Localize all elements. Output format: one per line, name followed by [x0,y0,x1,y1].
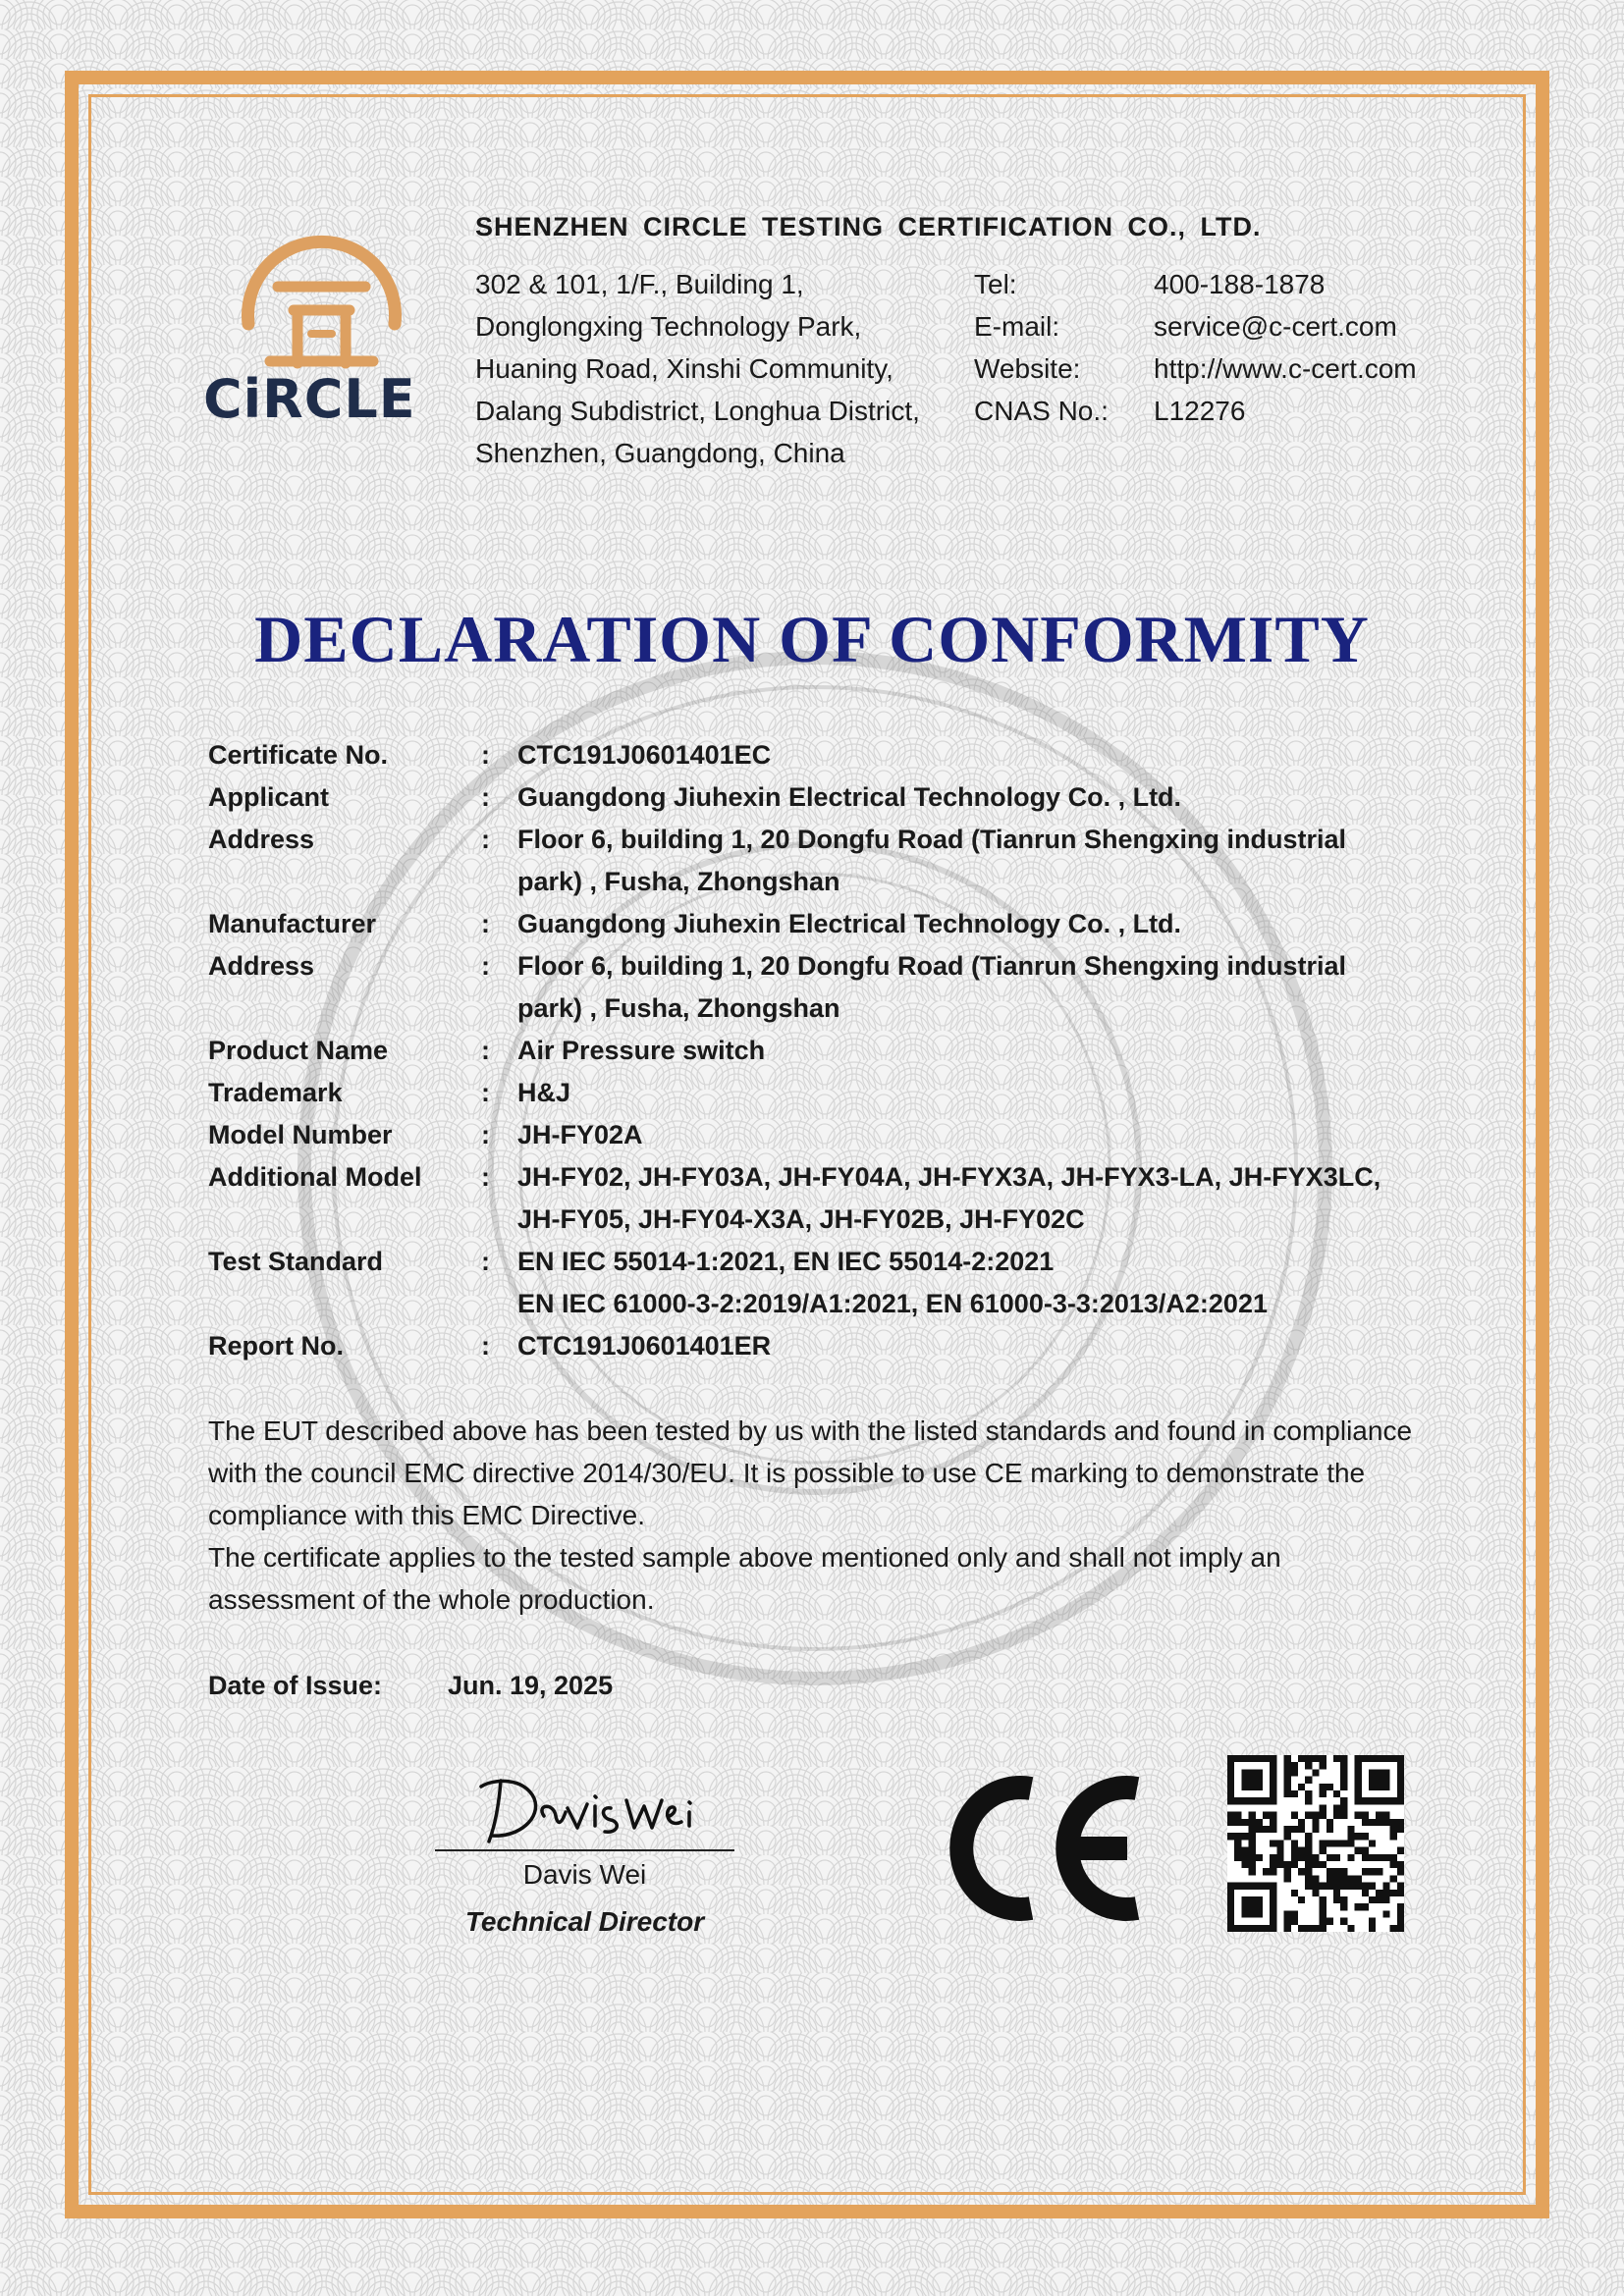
field-colon: : [481,1162,490,1192]
field-label: Applicant [208,782,330,812]
field-row [208,734,1465,776]
field-row [208,1241,1465,1325]
field-value-line: CTC191J0601401EC [517,740,772,770]
field-row [208,1072,1465,1114]
ce-mark-icon [941,1775,1149,1922]
field-label: Model Number [208,1120,393,1149]
field-value [517,1241,1465,1325]
signature-line [435,1849,734,1851]
field-label: Test Standard [208,1247,384,1276]
field-colon: : [481,1331,490,1361]
field-value-line: EN IEC 55014-1:2021, EN IEC 55014-2:2021 [517,1247,1055,1276]
field-value-line: Floor 6, building 1, 20 Dongfu Road (Tianrun Shengxing industrial [517,825,1347,854]
document-title: DECLARATION OF CONFORMITY [254,602,1370,676]
field-label: Report No. [208,1331,344,1361]
field-label: Trademark [208,1078,343,1107]
contact-row-cnas [974,390,1417,432]
address-line: Huaning Road, Xinshi Community, [475,353,893,384]
field-colon: : [481,951,490,981]
contact-value: L12276 [1154,396,1246,426]
address-line: Donglongxing Technology Park, [475,311,862,342]
qr-code-icon [1227,1755,1404,1932]
field-value [517,1030,1465,1072]
statement-line: assessment of the whole production. [208,1584,655,1615]
field-colon: : [481,1247,490,1276]
contact-value: 400-188-1878 [1154,269,1326,299]
field-value-line: CTC191J0601401ER [517,1331,772,1361]
date-of-issue [208,1671,613,1701]
field-value [517,903,1465,945]
field-value-line: JH-FY02, JH-FY03A, JH-FY04A, JH-FYX3A, JH-FYX3-LA, JH-FYX3LC, [517,1162,1381,1192]
field-colon: : [481,825,490,854]
field-value [517,1325,1465,1367]
field-colon: : [481,740,490,770]
issue-date-label: Date of Issue: [208,1671,383,1700]
statement-line: with the council EMC directive 2014/30/EU. It is possible to use CE marking to demonstrate the [208,1458,1366,1488]
statement-line: The certificate applies to the tested sample above mentioned only and shall not imply an [208,1542,1281,1573]
address-line: Shenzhen, Guangdong, China [475,438,845,468]
field-colon: : [481,1078,490,1107]
field-label: Manufacturer [208,909,377,938]
company-contact [974,263,1417,432]
field-colon: : [481,909,490,938]
field-value-line: Guangdong Jiuhexin Electrical Technology Co. , Ltd. [517,909,1182,938]
contact-key: Website: [974,353,1081,384]
contact-key: E-mail: [974,311,1060,342]
field-row [208,945,1465,1030]
field-value-line: Air Pressure switch [517,1036,766,1065]
field-colon: : [481,1120,490,1149]
field-value [517,1156,1465,1241]
field-value [517,734,1465,776]
field-value-line: Floor 6, building 1, 20 Dongfu Road (Tianrun Shengxing industrial [517,951,1347,981]
compliance-statement [208,1410,1475,1621]
company-logo-text: CiRCLE [203,368,416,430]
contact-key: CNAS No.: [974,396,1109,426]
field-value-line: H&J [517,1078,571,1107]
field-value-line: Guangdong Jiuhexin Electrical Technology Co. , Ltd. [517,782,1182,812]
company-name: SHENZHEN CIRCLE TESTING CERTIFICATION CO., LTD. [475,212,1262,241]
company-address [475,263,920,474]
field-value-line: JH-FY05, JH-FY04-X3A, JH-FY02B, JH-FY02C [517,1204,1085,1234]
field-value-line: park) , Fusha, Zhongshan [517,867,840,896]
contact-value: service@c-cert.com [1154,311,1397,342]
contact-row-email [974,305,1417,347]
handwritten-signature [463,1747,709,1855]
field-value [517,819,1465,903]
contact-value: http://www.c-cert.com [1154,353,1417,384]
statement-line: The EUT described above has been tested by us with the listed standards and found in compliance [208,1415,1413,1446]
contact-row-tel [974,263,1417,305]
field-row [208,1114,1465,1156]
field-label: Address [208,951,315,981]
field-value [517,776,1465,819]
field-row [208,903,1465,945]
field-colon: : [481,782,490,812]
field-row [208,1030,1465,1072]
field-row [208,1325,1465,1367]
field-label: Product Name [208,1036,389,1065]
field-row [208,1156,1465,1241]
certificate-fields [208,734,1465,1367]
signer-name: Davis Wei [522,1859,647,1890]
signer-title: Technical Director [464,1906,705,1937]
field-colon: : [481,1036,490,1065]
field-row [208,776,1465,819]
field-value [517,1072,1465,1114]
address-line: Dalang Subdistrict, Longhua District, [475,396,920,426]
statement-line: compliance with this EMC Directive. [208,1500,646,1530]
field-value-line: JH-FY02A [517,1120,643,1149]
field-row [208,819,1465,903]
field-label: Certificate No. [208,740,389,770]
field-value-line: EN IEC 61000-3-2:2019/A1:2021, EN 61000-3-3:2013/A2:2021 [517,1289,1268,1318]
address-line: 302 & 101, 1/F., Building 1, [475,269,804,299]
field-label: Address [208,825,315,854]
issue-date-value: Jun. 19, 2025 [448,1671,614,1700]
contact-row-website [974,347,1417,390]
field-label: Additional Model [208,1162,422,1192]
field-value [517,945,1465,1030]
field-value [517,1114,1465,1156]
contact-key: Tel: [974,269,1017,299]
field-value-line: park) , Fusha, Zhongshan [517,993,840,1023]
